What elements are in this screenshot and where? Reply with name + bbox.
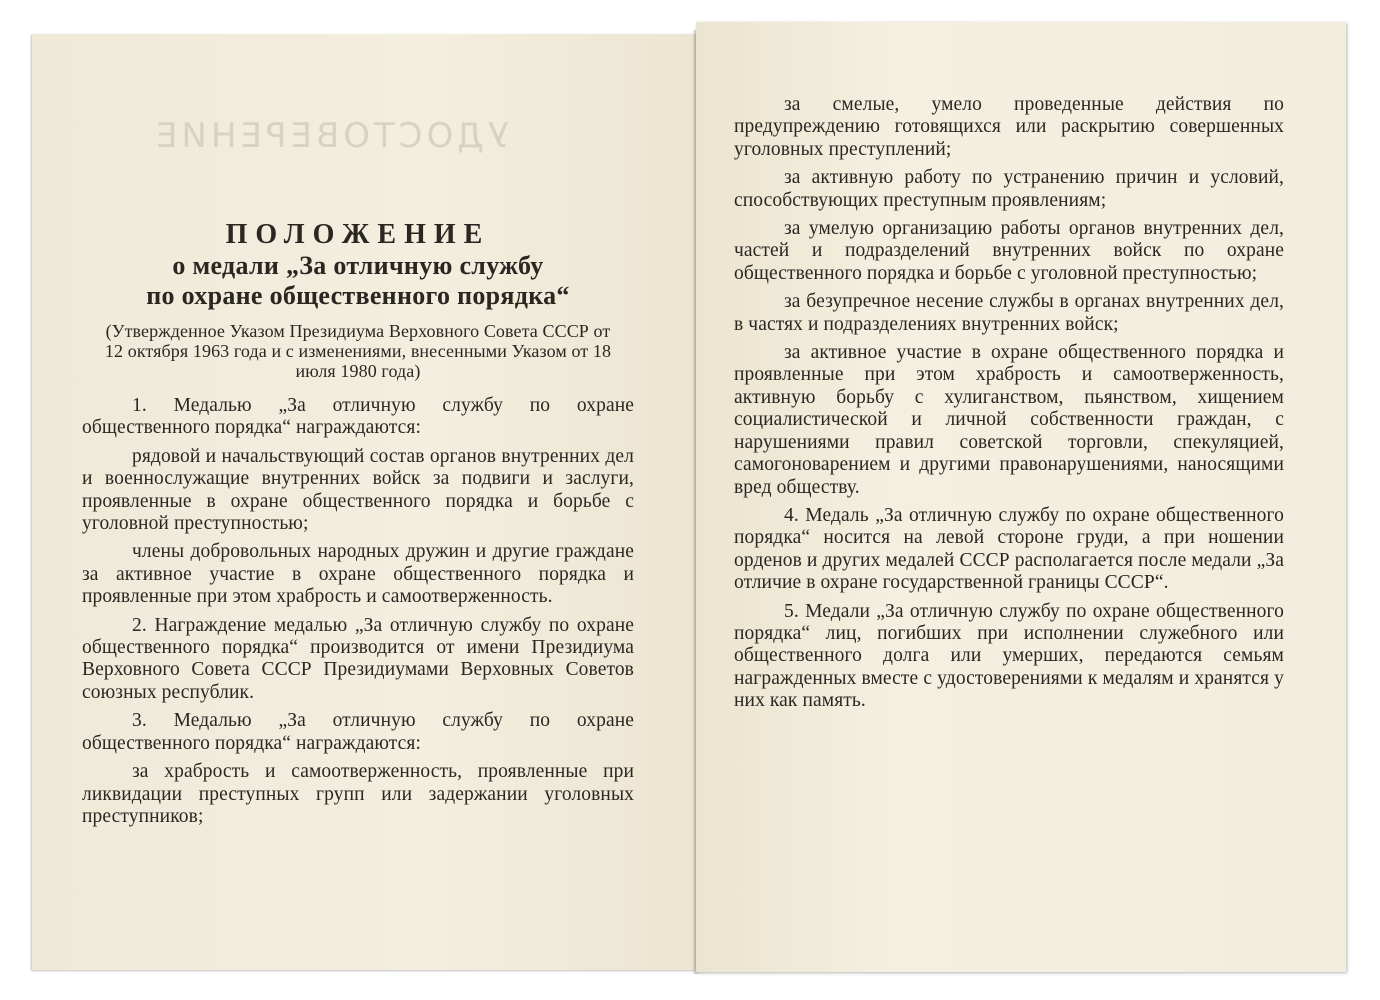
approval-note: (Утвержденное Указом Президиума Верховного Совета СССР от 12 октября 1963 года и с изменениями, внесенными Указом от 18 июля 1980 года) — [104, 321, 612, 381]
paragraph-3-item-1: за храбрость и самоотверженность, проявленные при ликвидации преступных групп или задержании уголовных преступников; — [82, 761, 634, 827]
paragraph-3-item-6: за активное участие в охране общественного порядка и проявленные при этом храбрость и самоотверженность, активную борьбу с хулиганством, пьянством, хищением социалистической и личной собственности граждан, с нарушениями правил советской торговли, спекуляцией, самогоноварением и другими правонарушениями, наносящими вред обществу. — [734, 342, 1284, 498]
subtitle-line-2: по охране общественного порядка“ — [146, 281, 570, 310]
paragraph-1: 1. Медалью „За отличную службу по охране общественного порядка“ награждаются: — [82, 395, 634, 439]
left-text-block — [82, 219, 634, 834]
paragraph-3: 3. Медалью „За отличную службу по охране общественного порядка“ награждаются: — [82, 710, 634, 754]
paragraph-4: 4. Медаль „За отличную службу по охране общественного порядка“ носится на левой стороне груди, а при ношении орденов и других медалей СССР располагается после медали „За отличие в охране государственной границы СССР“. — [734, 504, 1284, 594]
paragraph-1-item-1: рядовой и начальствующий состав органов внутренних дел и военнослужащие внутренних войск за подвиги и заслуги, проявленные в охране общественного порядка и борьбе с уголовной преступностью; — [82, 445, 634, 535]
paragraph-3-item-2: за смелые, умело проведенные действия по предупреждению готовящихся или раскрытию совершенных уголовных преступлений; — [734, 94, 1284, 160]
right-text-block — [734, 94, 1284, 719]
paragraph-3-item-5: за безупречное несение службы в органах внутренних дел, в частях и подразделениях внутренних войск; — [734, 291, 1284, 335]
document-title: ПОЛОЖЕНИЕ — [225, 219, 491, 250]
document-subtitle — [82, 251, 634, 311]
paragraph-2: 2. Награждение медалью „За отличную службу по охране общественного порядка“ производится от имени Президиума Верховного Совета СССР Президиумами Верховных Советов союзных республик. — [82, 614, 634, 703]
paragraph-3-item-3: за активную работу по устранению причин и условий, способствующих преступным проявлениям; — [734, 167, 1284, 211]
paragraph-1-item-2: члены добровольных народных дружин и другие граждане за активное участие в охране общественного порядка и проявленные при этом храбрость и самоотверженность. — [82, 541, 634, 608]
subtitle-line-1: о медали „За отличную службу — [172, 251, 544, 280]
bleed-through-text: УДОСТОВЕРЕНИЕ — [152, 116, 509, 156]
left-page — [32, 34, 696, 970]
paragraph-3-item-4: за умелую организацию работы органов внутренних дел, частей и подразделений внутренних войск по охране общественного порядка и борьбе с уголовной преступностью; — [734, 218, 1284, 284]
right-page — [696, 22, 1346, 972]
paragraph-5: 5. Медали „За отличную службу по охране общественного порядка“ лиц, погибших при исполнении служебного или общественного долга или умерших, передаются семьям награжденных вместе с удостоверениями к медалям и хранятся у них как память. — [734, 600, 1284, 712]
